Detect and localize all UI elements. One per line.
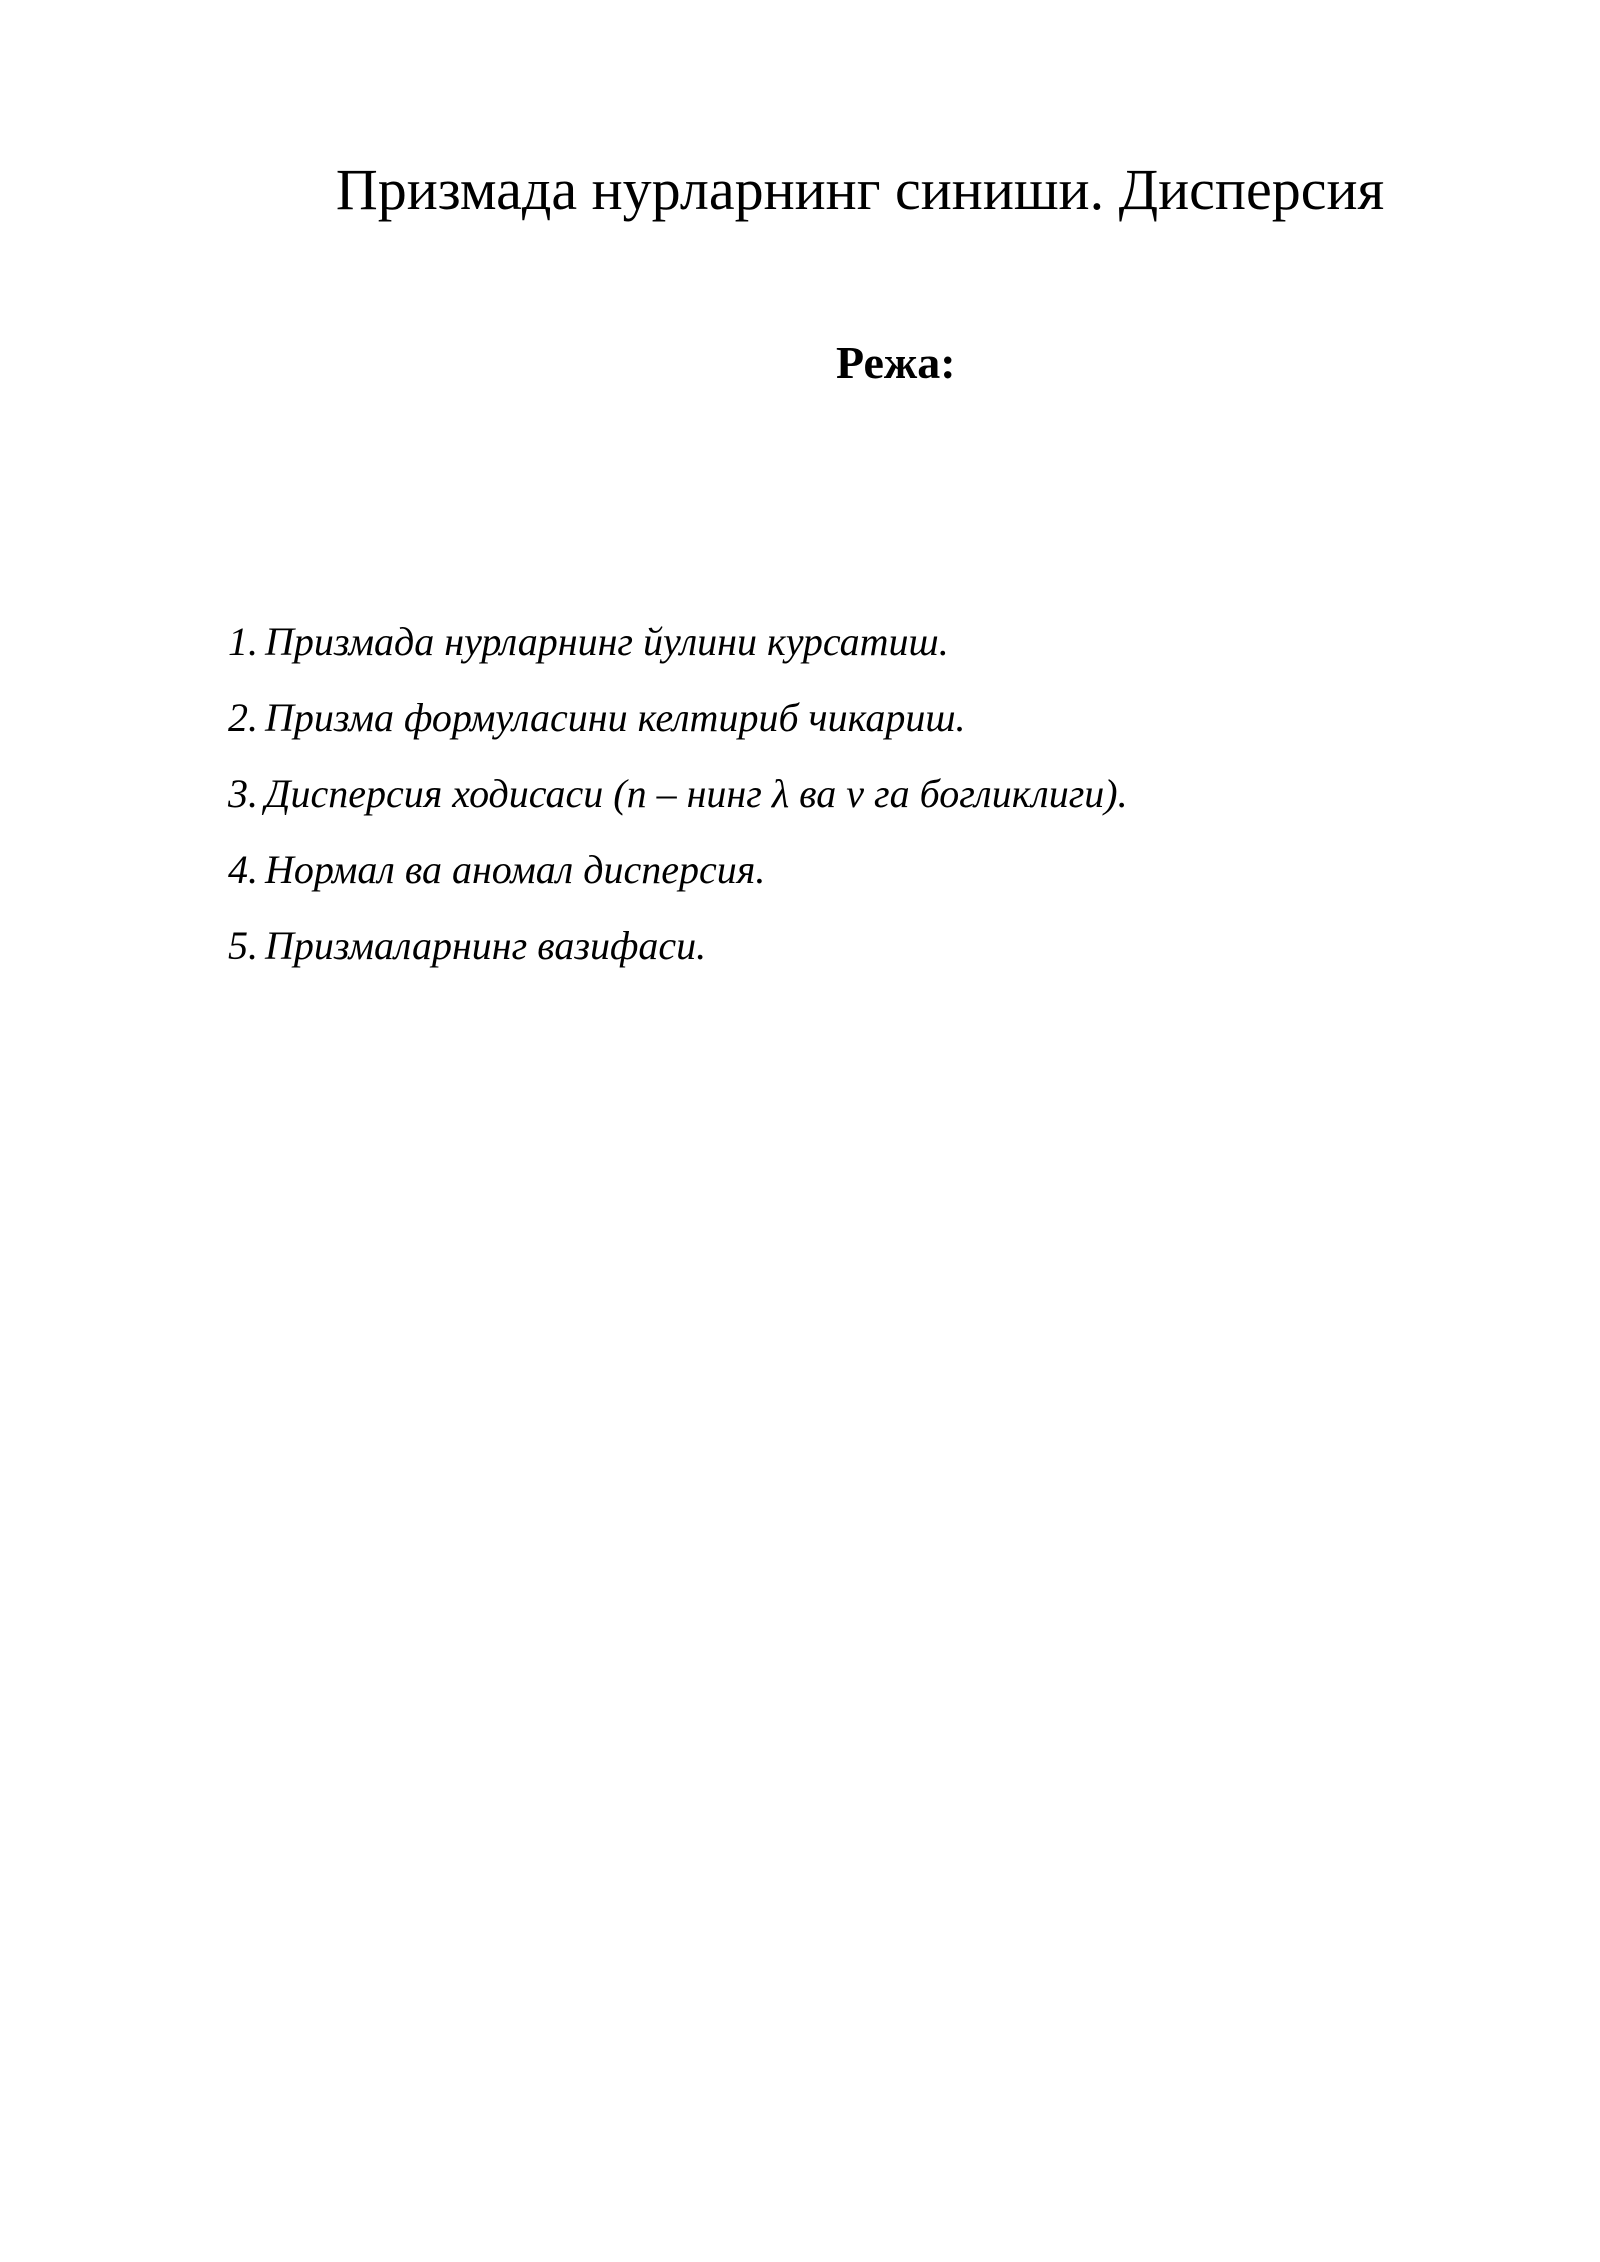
plan-item-number: 4. bbox=[228, 847, 258, 892]
plan-item-1 bbox=[228, 618, 1128, 694]
plan-item-number: 3. bbox=[228, 771, 258, 816]
plan-item-number: 1. bbox=[228, 619, 258, 664]
plan-heading: Режа: bbox=[836, 337, 956, 388]
plan-item-number: 2. bbox=[228, 695, 258, 740]
plan-item-text: Призма формуласини келтириб чикариш. bbox=[265, 695, 966, 740]
plan-item-text: Призмада нурларнинг йулини курсатиш. bbox=[265, 619, 949, 664]
plan-item-4 bbox=[228, 846, 1128, 922]
page-title: Призмада нурларнинг синиши. Дисперсия bbox=[335, 157, 1385, 222]
plan-item-text: Призмаларнинг вазифаси. bbox=[265, 923, 707, 968]
plan-item-3 bbox=[228, 770, 1128, 846]
plan-item-text: Нормал ва аномал дисперсия. bbox=[265, 847, 766, 892]
plan-item-number: 5. bbox=[228, 923, 258, 968]
plan-item-2 bbox=[228, 694, 1128, 770]
plan-item-5 bbox=[228, 922, 1128, 998]
plan-list bbox=[228, 618, 1128, 998]
plan-item-text: Дисперсия ходисаси (n – нинг λ ва ν га богликлиги). bbox=[265, 771, 1128, 816]
